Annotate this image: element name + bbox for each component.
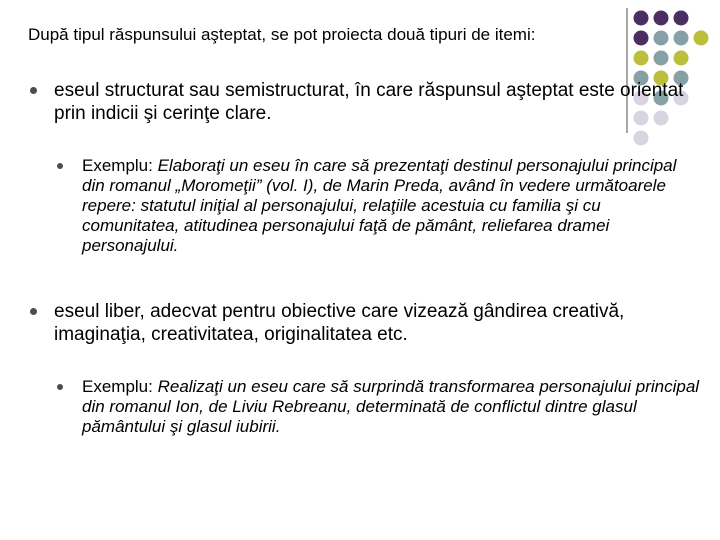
list-item-text: eseul liber, adecvat pentru obiective care vizează gândirea creativă, imaginaţia, creativitatea, originalitatea etc. [54,301,625,345]
example-text: Realizaţi un eseu care să surprindă transformarea personajului principal din romanul Ion, de Liviu Rebreanu, determinată de conflictul dintre glasul pământului şi glasul iubirii. [82,377,700,436]
list-item-free-essay [54,300,694,346]
decorative-dot [694,31,709,46]
example-label: Exemplu: [82,156,158,175]
example-item-free [82,377,702,437]
example-label: Exemplu: [82,377,158,396]
list-item-text: eseul structurat sau semistructurat, în care răspunsul aşteptat este orientat prin indicii şi cerinţe clare. [54,80,684,124]
bullet-icon [30,308,37,315]
bullet-icon [57,384,63,390]
decorative-dot [654,51,669,66]
bullet-icon [57,163,63,169]
example-item-structured [82,156,702,256]
list-item-structured-essay [54,79,694,125]
decorative-dot-grid [0,0,720,150]
example-text: Elaboraţi un eseu în care să prezentaţi destinul personajului principal din romanul „Moromeţii” (vol. I), de Marin Preda, având în vedere următoarele repere: statutul iniţial al personajului, relaţiile acestuia cu familia şi cu comunitatea, atitudinea personajului faţă de pământ, reliefarea dramei personajului. [82,156,677,255]
decorative-dot [634,51,649,66]
slide-title: După tipul răspunsului aşteptat, se pot proiecta două tipuri de itemi: [28,25,536,44]
decorative-dot [634,131,649,146]
bullet-icon [30,87,37,94]
decorative-dot [674,51,689,66]
